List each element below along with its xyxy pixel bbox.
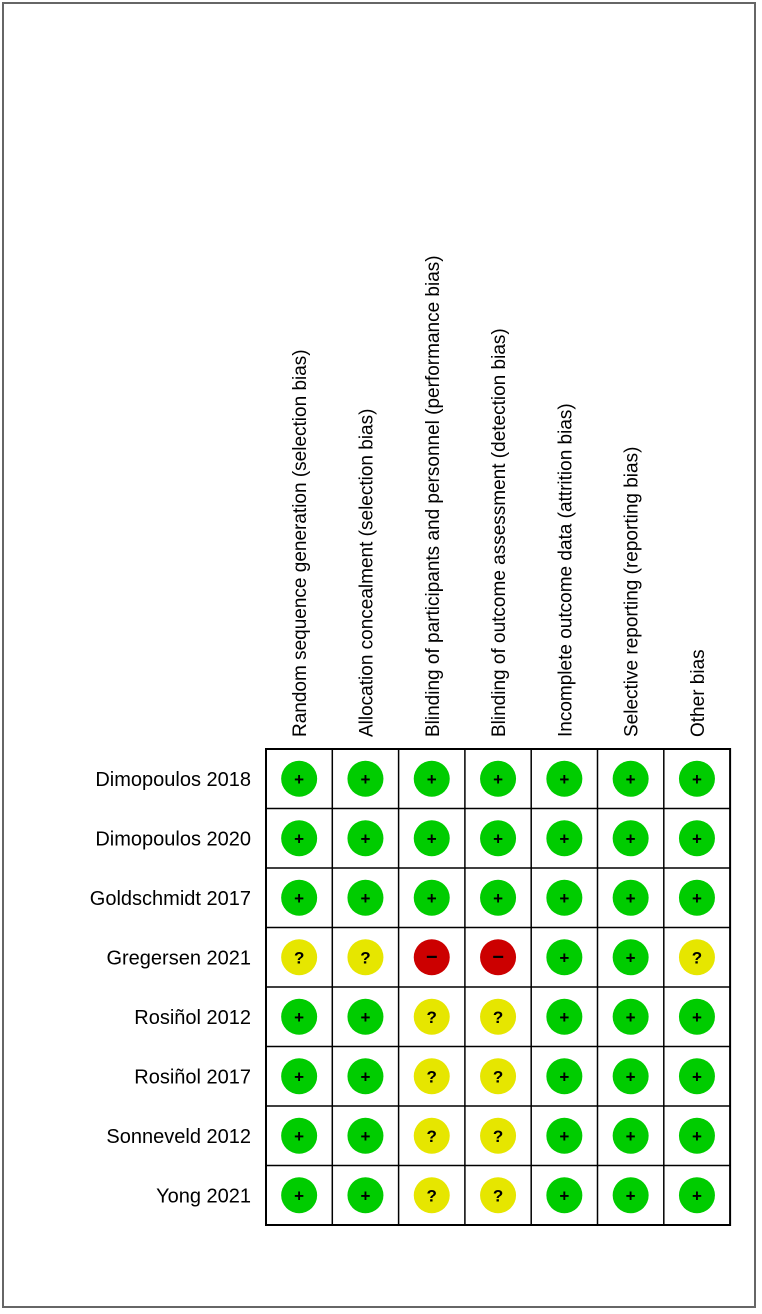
column-header: Other bias	[687, 649, 709, 737]
judgement-symbol: +	[426, 888, 437, 908]
judgement-symbol: +	[691, 1007, 702, 1027]
judgement-symbol: ?	[426, 1007, 437, 1027]
judgement-symbol: +	[559, 888, 570, 908]
study-label: Goldschmidt 2017	[89, 887, 251, 910]
judgement-symbol: +	[493, 829, 504, 849]
judgement-symbol: +	[691, 1067, 702, 1087]
judgement-symbol: +	[294, 829, 305, 849]
judgement-symbol: ?	[492, 1067, 504, 1087]
column-header: Blinding of outcome assessment (detection bias)	[489, 328, 511, 737]
judgement-symbol: +	[559, 1126, 570, 1146]
judgement-symbol: +	[294, 1067, 305, 1087]
column-header: Random sequence generation (selection bias)	[290, 349, 312, 737]
study-label: Dimopoulos 2020	[95, 828, 251, 851]
study-label: Rosiñol 2012	[134, 1006, 251, 1029]
judgement-symbol: +	[625, 1186, 636, 1206]
judgement-symbol: +	[294, 769, 305, 789]
judgement-symbol: +	[625, 769, 636, 789]
judgement-symbol: +	[559, 829, 570, 849]
judgement-symbol: ?	[360, 948, 371, 968]
judgement-symbol: +	[294, 1126, 305, 1146]
judgement-symbol: +	[294, 888, 305, 908]
judgement-symbol: ?	[492, 1007, 504, 1027]
judgement-symbol: ?	[426, 1126, 437, 1146]
judgement-symbol: +	[426, 769, 437, 789]
judgement-symbol: +	[559, 948, 570, 968]
judgement-symbol: +	[360, 829, 371, 849]
judgement-symbol: +	[559, 1067, 570, 1087]
judgement-symbol: +	[493, 769, 504, 789]
judgement-symbol: ?	[426, 1067, 437, 1087]
judgement-symbol: +	[625, 1007, 636, 1027]
judgement-symbol: +	[691, 1186, 702, 1206]
column-header: Blinding of participants and personnel (performance bias)	[422, 255, 444, 737]
judgement-symbol: +	[625, 1067, 636, 1087]
judgement-symbol: ?	[492, 1126, 504, 1146]
judgement-symbol: ?	[293, 948, 305, 968]
judgement-symbol: +	[360, 1186, 371, 1206]
judgement-symbol: +	[691, 769, 702, 789]
judgement-symbol: +	[493, 888, 504, 908]
judgement-symbol: +	[559, 1007, 570, 1027]
judgement-symbol: +	[691, 829, 702, 849]
judgement-symbol: +	[625, 829, 636, 849]
judgement-symbol: +	[559, 1186, 570, 1206]
judgement-symbol: +	[360, 1126, 371, 1146]
judgement-symbol: +	[625, 948, 636, 968]
study-label: Dimopoulos 2018	[95, 768, 251, 791]
judgement-symbol: +	[691, 888, 702, 908]
judgement-symbol: ?	[426, 1186, 437, 1206]
judgement-symbol: +	[294, 1007, 305, 1027]
judgement-symbol: ?	[492, 1186, 504, 1206]
judgement-symbol: +	[559, 769, 570, 789]
judgement-symbol: +	[625, 888, 636, 908]
judgement-symbol: +	[360, 888, 371, 908]
judgement-symbol: +	[294, 1186, 305, 1206]
study-label: Sonneveld 2012	[106, 1125, 251, 1148]
study-label: Gregersen 2021	[106, 947, 251, 970]
judgement-symbol: −	[425, 946, 438, 969]
column-header: Allocation concealment (selection bias)	[356, 408, 378, 737]
judgement-symbol: +	[360, 769, 371, 789]
study-label: Yong 2021	[156, 1185, 251, 1208]
judgement-symbol: −	[492, 946, 504, 969]
column-header: Selective reporting (reporting bias)	[621, 446, 643, 737]
judgement-symbol: ?	[691, 948, 703, 968]
study-label: Rosiñol 2017	[134, 1066, 251, 1089]
judgement-symbol: +	[625, 1126, 636, 1146]
judgement-symbol: +	[360, 1067, 371, 1087]
column-header: Incomplete outcome data (attrition bias)	[555, 403, 577, 737]
judgement-symbol: +	[360, 1007, 371, 1027]
judgement-symbol: +	[691, 1126, 702, 1146]
judgement-symbol: +	[426, 829, 437, 849]
